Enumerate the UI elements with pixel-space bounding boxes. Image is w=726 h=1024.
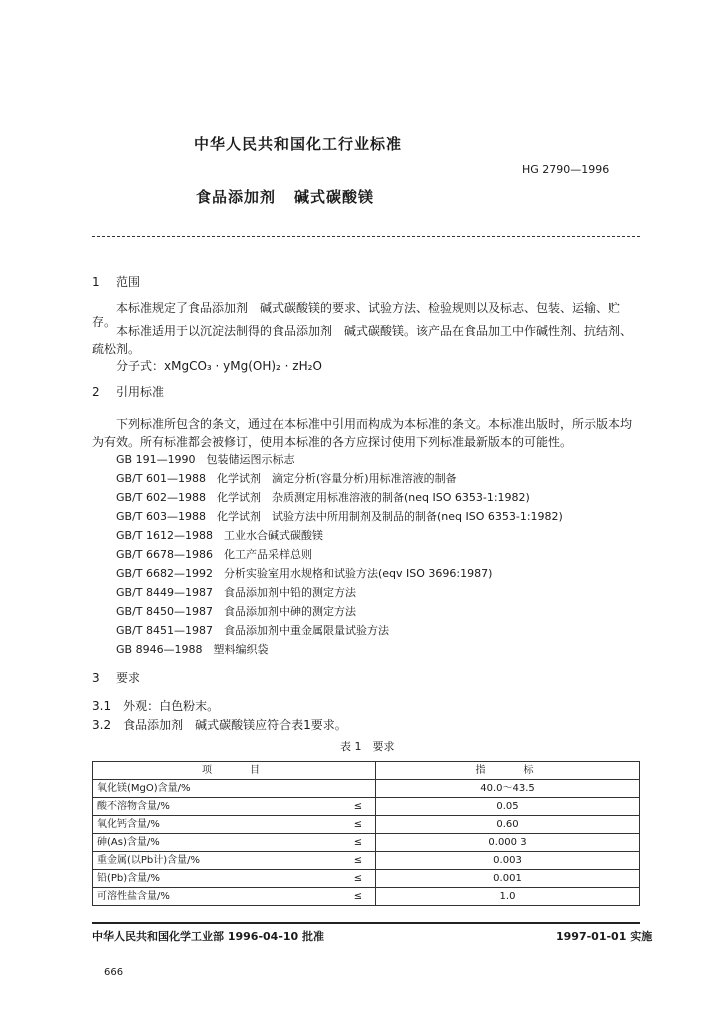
reference-item: GB/T 601—1988 化学试剂 滴定分析(容量分析)用标准溶液的制备 — [116, 472, 457, 485]
title-part-a: 食品添加剂 — [196, 188, 277, 206]
row-item: 铅(Pb)含量/% — [93, 870, 342, 888]
reference-item: GB/T 602—1988 化学试剂 杂质测定用标准溶液的制备(neq ISO 6353-1:1982) — [116, 491, 530, 504]
reference-item: GB/T 8449—1987 食品添加剂中铅的测定方法 — [116, 586, 356, 599]
row-item: 酸不溶物含量/% — [93, 798, 342, 816]
table-row — [93, 852, 640, 870]
table-row — [93, 870, 640, 888]
row-relation: ≤ — [341, 870, 376, 888]
requirements-table — [92, 761, 640, 906]
row-relation: ≤ — [341, 834, 376, 852]
column-header-item: 项 目 — [93, 762, 376, 780]
reference-item: GB 191—1990 包装储运图示标志 — [116, 453, 295, 466]
section-1-paragraph-1: 本标准规定了食品添加剂 碱式碳酸镁的要求、试验方法、检验规则以及标志、包装、运输、贮存。 — [92, 301, 621, 329]
section-number: 3 — [92, 671, 100, 685]
section-1-heading — [92, 275, 140, 289]
table-header-row — [93, 762, 640, 780]
header-divider — [92, 236, 640, 237]
row-value: 0.003 — [376, 852, 640, 870]
row-relation: ≤ — [341, 798, 376, 816]
row-value: 0.001 — [376, 870, 640, 888]
section-3-heading — [92, 671, 140, 685]
footer-divider — [92, 922, 640, 924]
section-title: 范围 — [116, 275, 141, 289]
row-item: 重金属(以Pb计)含量/% — [93, 852, 342, 870]
row-relation: ≤ — [341, 888, 376, 906]
molecular-formula: 分子式：xMgCO₃ · yMg(OH)₂ · zH₂O — [116, 359, 322, 373]
reference-item: GB/T 1612—1988 工业水合碱式碳酸镁 — [116, 529, 323, 542]
row-relation — [341, 780, 376, 798]
row-item: 砷(As)含量/% — [93, 834, 342, 852]
table-row — [93, 888, 640, 906]
implementation-date: 1997-01-01 实施 — [556, 930, 653, 943]
section-number: 1 — [92, 275, 100, 289]
table-row — [93, 816, 640, 834]
row-item: 氧化钙含量/% — [93, 816, 342, 834]
row-value: 0.05 — [376, 798, 640, 816]
column-header-value: 指 标 — [376, 762, 640, 780]
row-value: 40.0～43.5 — [376, 780, 640, 798]
table-row — [93, 798, 640, 816]
approval-line: 中华人民共和国化学工业部 1996-04-10 批准 — [92, 930, 325, 943]
reference-item: GB/T 603—1988 化学试剂 试验方法中所用制剂及制品的制备(neq ISO 6353-1:1982) — [116, 510, 563, 523]
section-1-paragraph-2: 本标准适用于以沉淀法制得的食品添加剂 碱式碳酸镁。该产品在食品加工中作碱性剂、抗结剂、疏松剂。 — [92, 324, 633, 356]
document-title — [196, 186, 374, 207]
row-item: 可溶性盐含量/% — [93, 888, 342, 906]
table-caption: 表 1 要求 — [340, 740, 395, 753]
standard-code: HG 2790—1996 — [522, 163, 610, 176]
section-title: 要求 — [116, 671, 141, 685]
reference-item: GB/T 6678—1986 化工产品采样总则 — [116, 548, 312, 561]
row-value: 1.0 — [376, 888, 640, 906]
reference-item: GB/T 8450—1987 食品添加剂中砷的测定方法 — [116, 605, 356, 618]
reference-item: GB 8946—1988 塑料编织袋 — [116, 643, 269, 656]
clause-3-2: 3.2 食品添加剂 碱式碳酸镁应符合表1要求。 — [92, 718, 347, 732]
section-number: 2 — [92, 385, 100, 399]
row-value: 0.000 3 — [376, 834, 640, 852]
issuing-authority-title: 中华人民共和国化工行业标准 — [194, 135, 403, 153]
clause-3-1: 3.1 外观：白色粉末。 — [92, 699, 220, 713]
row-relation: ≤ — [341, 852, 376, 870]
section-2-paragraph: 下列标准所包含的条文，通过在本标准中引用而构成为本标准的条文。本标准出版时，所示版本均为有效。所有标准都会被修订，使用本标准的各方应探讨使用下列标准最新版本的可能性。 — [92, 417, 633, 449]
reference-item: GB/T 6682—1992 分析实验室用水规格和试验方法(eqv ISO 3696:1987) — [116, 567, 493, 580]
row-value: 0.60 — [376, 816, 640, 834]
page-number: 666 — [104, 967, 124, 978]
title-part-b: 碱式碳酸镁 — [294, 188, 375, 206]
table-row — [93, 780, 640, 798]
row-relation: ≤ — [341, 816, 376, 834]
section-2-heading — [92, 385, 164, 399]
section-title: 引用标准 — [116, 385, 165, 399]
reference-item: GB/T 8451—1987 食品添加剂中重金属限量试验方法 — [116, 624, 389, 637]
table-row — [93, 834, 640, 852]
row-item: 氧化镁(MgO)含量/% — [93, 780, 342, 798]
